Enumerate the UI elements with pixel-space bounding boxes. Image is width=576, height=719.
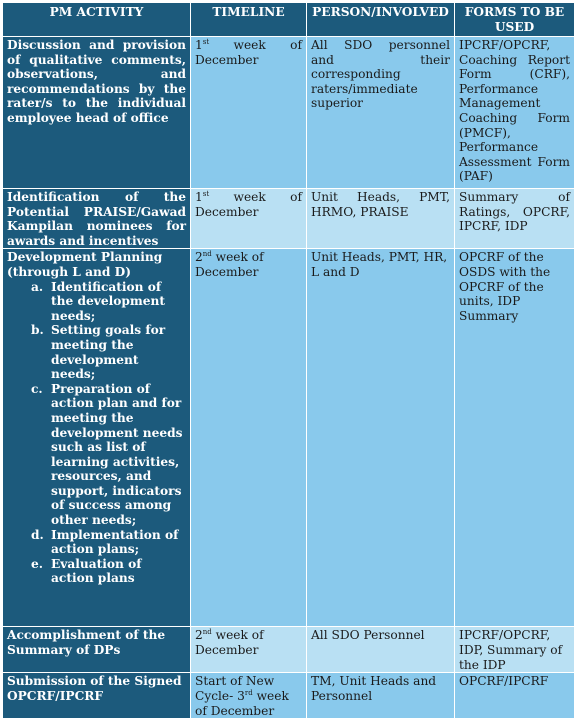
table-row (3, 627, 575, 673)
header-row (3, 3, 575, 37)
development-steps-list (7, 280, 186, 586)
table-row (3, 249, 575, 627)
list-item: c. Preparation of action plan and for meeting the development needs such as list of learning activities, resources, and support, indicators of success among other needs; (31, 381, 183, 528)
header-activity: PM ACTIVITY (3, 3, 191, 37)
activity-cell (3, 249, 191, 627)
person-cell: Unit Heads, PMT, HR, L and D (307, 249, 455, 627)
header-forms: FORMS TO BE USED (455, 3, 575, 37)
activity-cell (3, 673, 191, 719)
timeline-cell: 2nd week of December (191, 627, 307, 673)
person-cell: TM, Unit Heads and Personnel (307, 673, 455, 719)
table-row (3, 37, 575, 189)
list-item: e. Evaluation of action plans (31, 556, 142, 586)
table-row (3, 189, 575, 249)
activity-text: Identification of the Potential PRAISE/Gawad Kampilan nominees for awards and incentives (7, 190, 186, 248)
person-cell: Unit Heads, PMT, HRMO, PRAISE (307, 189, 455, 249)
pm-activity-table (2, 2, 575, 719)
list-item: b. Setting goals for meeting the development needs; (31, 323, 166, 382)
table-row (3, 673, 575, 719)
list-item: d. Implementation of action plans; (31, 527, 179, 557)
timeline-cell: 2nd week of December (191, 249, 307, 627)
person-cell: All SDO personnel and their corresponding raters/immediate superior (307, 37, 455, 189)
forms-cell: Summary of Ratings, OPCRF, IPCRF, IDP (455, 189, 575, 249)
forms-cell: OPCRF of the OSDS with the OPCRF of the units, IDP Summary (455, 249, 575, 627)
header-person: PERSON/INVOLVED (307, 3, 455, 37)
activity-cell (3, 627, 191, 673)
activity-text: Discussion and provision of qualitative comments, observations, and recommendations by the rater/s to the individual employee head of office (7, 38, 186, 125)
timeline-cell: 1st week of December (191, 189, 307, 249)
timeline-cell: 1st week of December (191, 37, 307, 189)
header-timeline: TIMELINE (191, 3, 307, 37)
person-cell: All SDO Personnel (307, 627, 455, 673)
activity-text: Development Planning (through L and D) (7, 250, 163, 279)
activity-text: Accomplishment of the Summary of DPs (7, 628, 166, 657)
activity-cell (3, 189, 191, 249)
activity-text: Submission of the Signed OPCRF/IPCRF (7, 674, 182, 703)
forms-cell: IPCRF/OPCRF, IDP, Summary of the IDP (455, 627, 575, 673)
timeline-cell: Start of New Cycle- 3rd week of December (191, 673, 307, 719)
forms-cell: IPCRF/OPCRF, Coaching Report Form (CRF), Performance Management Coaching Form (PMCF), Performance Assessment Form (PAF) (455, 37, 575, 189)
activity-cell (3, 37, 191, 189)
forms-cell: OPCRF/IPCRF (455, 673, 575, 719)
list-item: a. Identification of the development needs; (31, 279, 166, 323)
